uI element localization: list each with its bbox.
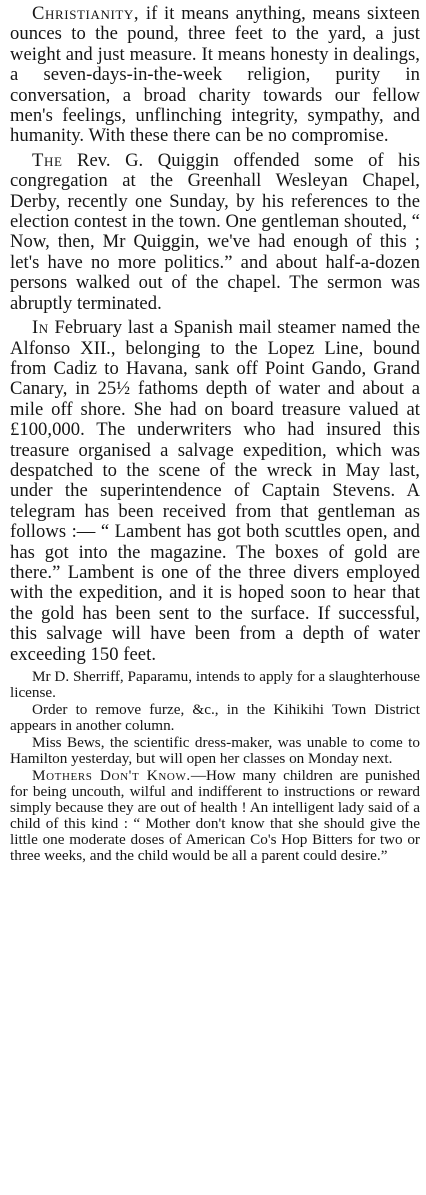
paragraph-furze <box>10 702 420 734</box>
paragraph-lead: Christianity, <box>32 3 140 24</box>
paragraph-quiggin <box>10 151 420 314</box>
paragraph-text: February last a Spanish mail steamer named the Alfonso XII., belonging to the Lopez Line, bound from Cadiz to Havana, sank off Point Gando, Grand Canary, in 25½ fathoms depth of water and about a mile off shore. She had on board treasure valued at £100,000. The underwriters who had insured this treasure organised a salvage expedition, which was despatched to the scene of the wreck in May last, under the superintendence of Captain Stevens. A telegram has been received from that gentleman as follows :— “ Lambent has got both scuttles open, and has got into the magazine. The boxes of gold are there.” Lambent is one of the three divers employed with the expedition, and it is hoped soon to hear that the gold has been sent to the surface. If successful, this salvage will have been from a depth of water exceeding 150 feet. <box>10 317 420 665</box>
paragraph-lead: The <box>32 149 63 171</box>
paragraph-lead: Mothers Don't Know. <box>32 767 191 784</box>
paragraph-mothers <box>10 768 420 864</box>
paragraph-text: Order to remove furze, &c., in the Kihikihi Town District appears in another column. <box>10 701 420 734</box>
paragraph-spanish-steamer <box>10 318 420 665</box>
paragraph-bews <box>10 735 420 767</box>
paragraph-text: Rev. G. Quiggin offended some of his congregation at the Greenhall Wesleyan Chapel, Derby, recently one Sunday, by his references to the election contest in the town. One gentleman shouted, “ Now, then, Mr Quiggin, we've had enough of this ; let's have no more politics.” and about half-a-dozen persons walked out of the chapel. The sermon was abruptly terminated. <box>10 149 420 314</box>
paragraph-text: —How many children are punished for being uncouth, wilful and indifferent to instructions or reward simply because they are out of health ! An intelligent lady said of a child of this kind : “ Mother don't know that she should give the little one moderate doses of American Co's Hop Bitters for two or three weeks, and the child would be all a parent could desire.” <box>10 767 420 864</box>
paragraph-sherriff <box>10 669 420 701</box>
paragraph-text: Mr D. Sherriff, Paparamu, intends to apply for a slaughterhouse license. <box>10 668 420 701</box>
paragraph-christianity <box>10 4 420 147</box>
paragraph-text: Miss Bews, the scientific dress-maker, was unable to come to Hamilton yesterday, but will open her classes on Monday next. <box>10 734 420 767</box>
paragraph-text: if it means anything, means sixteen ounces to the pound, three feet to the yard, a just weight and just measure. It means honesty in dealings, a seven-days-in-the-week religion, purity in conversation, a broad charity towards our fellow men's feelings, unflinching integrity, sympathy, and humanity. With these there can be no compromise. <box>10 3 420 147</box>
paragraph-lead: In <box>32 317 49 339</box>
